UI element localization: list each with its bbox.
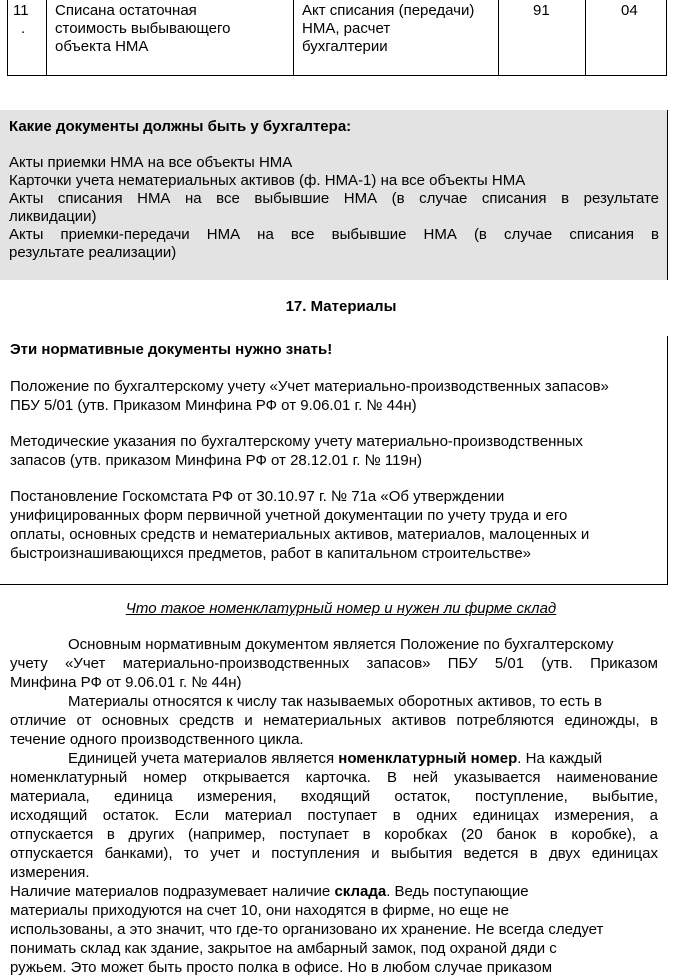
row-number-suffix: .: [21, 20, 26, 37]
emphasis-term: склада: [334, 883, 387, 900]
accountant-documents-line: Акты приемки НМА на все объекты НМА: [9, 154, 293, 171]
normative-document-line: оплаты, основных средств и нематериальных активов, материалов, малоценных и: [10, 526, 590, 543]
paragraph-line: материалы приходуются на счет 10, они находятся в фирме, но еще не: [10, 902, 509, 919]
accountant-documents-heading: Какие документы должны быть у бухгалтера:: [9, 118, 352, 135]
subheading: Что такое номенклатурный номер и нужен ли фирме склад: [125, 600, 557, 617]
paragraph-line: [10, 882, 658, 901]
normative-document-line: запасов (утв. приказом Минфина РФ от 28.12.01 г. № 119н): [10, 452, 423, 469]
paragraph-line: учету «Учет материально-производственных запасов» ПБУ 5/01 (утв. Приказом: [10, 655, 658, 672]
emphasis-term: номенклатурный номер: [338, 750, 518, 767]
accountant-documents-box: [0, 110, 668, 280]
paragraph-line: Материалы относятся к числу так называемых оборотных активов, то есть в: [68, 693, 602, 710]
document-line: бухгалтерии: [302, 38, 388, 55]
paragraph-text: Единицей учета материалов является: [68, 750, 339, 767]
normative-document-line: Положение по бухгалтерскому учету «Учет материально-производственных запасов»: [10, 378, 609, 395]
section-title: 17. Материалы: [285, 298, 397, 315]
paragraph-line: отпускается в других (например, поступает в коробках (20 банок в коробке), а: [10, 826, 658, 843]
operation-line: стоимость выбывающего: [55, 20, 231, 37]
accountant-documents-line: ликвидации): [9, 208, 97, 225]
paragraph-line: [10, 749, 658, 768]
accountant-documents-line: Карточки учета нематериальных активов (ф. НМА-1) на все объекты НМА: [9, 172, 526, 189]
paragraph-line: материала, единица измерения, входящий остаток, поступление, выбытие,: [10, 788, 658, 805]
operation-line: Списана остаточная: [55, 2, 197, 19]
debit-account: 91: [533, 2, 550, 19]
operation-line: объекта НМА: [55, 38, 149, 55]
paragraph-line: понимать склад как здание, закрытое на амбарный замок, под охраной дяди с: [10, 940, 557, 957]
document-cell: [294, 0, 499, 75]
document-line: НМА, расчет: [302, 20, 391, 37]
normative-document-line: быстроизнашивающихся предметов, работ в капитальном строительстве»: [10, 545, 532, 562]
accounting-entries-table-row: [7, 0, 667, 76]
paragraph-line: использованы, а это значит, что где-то организовано их хранение. Не всегда следует: [10, 921, 604, 938]
paragraph-text: Наличие материалов подразумевает наличие: [10, 883, 335, 900]
credit-account: 04: [621, 2, 638, 19]
normative-document-line: унифицированных форм первичной учетной документации по учету труда и его: [10, 507, 568, 524]
normative-document-line: Постановление Госкомстата РФ от 30.10.97 г. № 71а «Об утверждении: [10, 488, 505, 505]
paragraph-line: отпускается банками), то учет и поступления и выбытия ведется в двух единицах: [10, 845, 658, 862]
paragraph-line: измерения.: [10, 864, 90, 881]
paragraph-line: Минфина РФ от 9.06.01 г. № 44н): [10, 674, 242, 691]
accountant-documents-line: Акты списания НМА на все выбывшие НМА (в случае списания в результате: [9, 190, 659, 207]
paragraph-line: Основным нормативным документом является Положение по бухгалтерскому: [68, 636, 614, 653]
normative-documents-box: [0, 336, 668, 585]
normative-document-line: ПБУ 5/01 (утв. Приказом Минфина РФ от 9.06.01 г. № 44н): [10, 397, 417, 414]
paragraph-line: номенклатурный номер открывается карточка. В ней указывается наименование: [10, 769, 658, 786]
paragraph-text: . Ведь поступающие: [386, 883, 529, 900]
paragraph-line: течение одного производственного цикла.: [10, 731, 304, 748]
credit-cell: [586, 0, 668, 75]
accountant-documents-line: Акты приемки-передачи НМА на все выбывшие НМА (в случае списания в: [9, 226, 659, 243]
normative-documents-heading: Эти нормативные документы нужно знать!: [10, 341, 333, 358]
paragraph-line: ружьем. Это может быть просто полка в офисе. Но в любом случае приказом: [10, 959, 553, 976]
paragraph-line: отличие от основных средств и нематериальных активов потребляются единожды, в: [10, 712, 658, 729]
operation-cell: [47, 0, 294, 75]
row-number-cell: [8, 0, 47, 75]
row-number: 11: [13, 2, 29, 19]
document-line: Акт списания (передачи): [302, 2, 475, 19]
paragraph-line: исходящий остаток. Если материал поступает в одних единицах измерения, а: [10, 807, 658, 824]
debit-cell: [499, 0, 586, 75]
paragraph-text: . На каждый: [517, 750, 603, 767]
accountant-documents-line: результате реализации): [9, 244, 177, 261]
normative-document-line: Методические указания по бухгалтерскому учету материально-производственных: [10, 433, 583, 450]
